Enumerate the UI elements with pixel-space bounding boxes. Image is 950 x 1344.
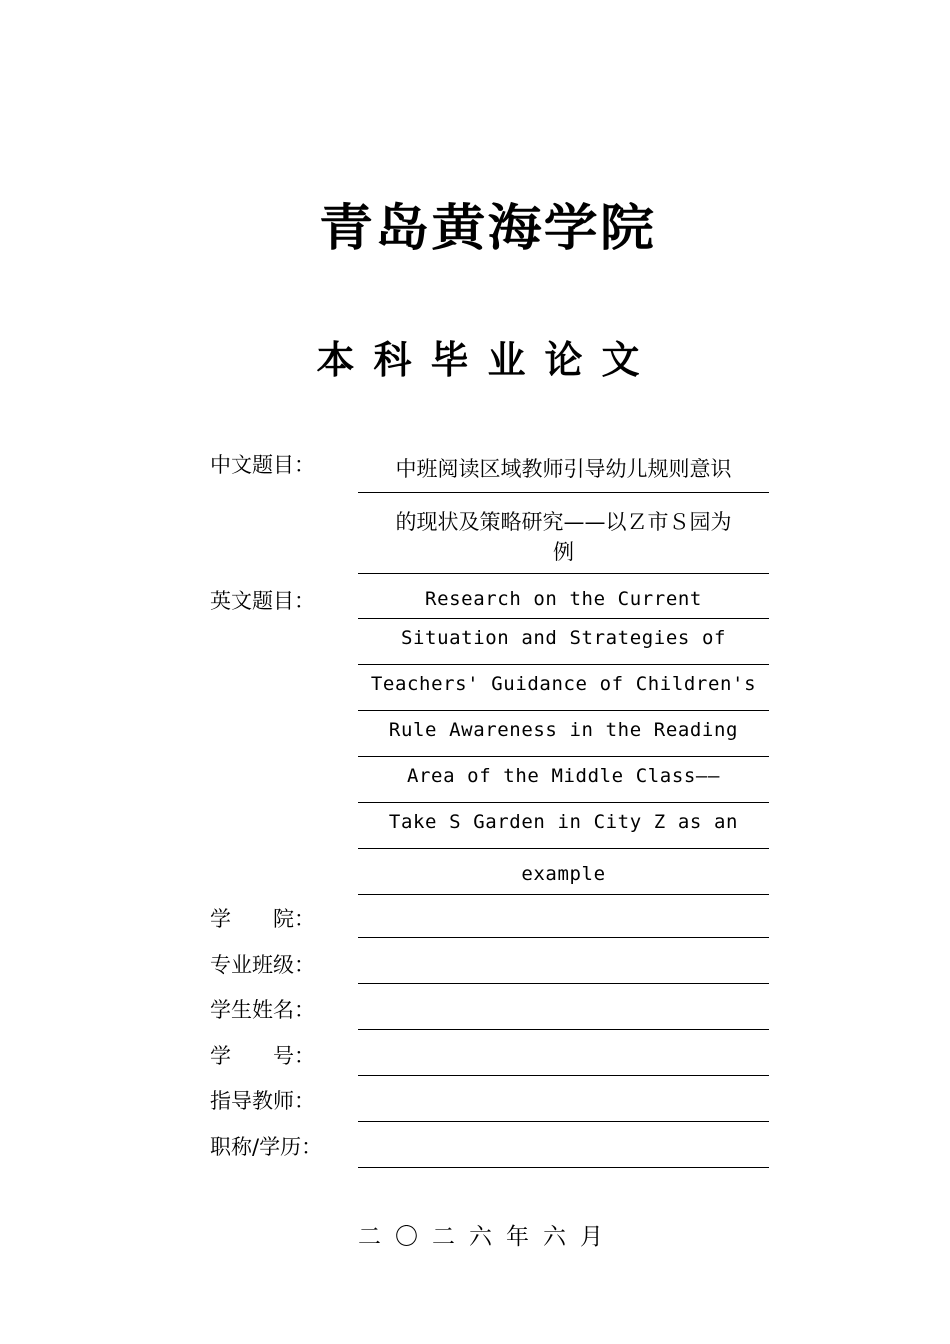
english-title-text: Situation and Strategies of bbox=[400, 627, 727, 649]
english-title-label: 英文题目： bbox=[210, 589, 315, 613]
chinese-title-text: 的现状及策略研究——以Ｚ市Ｓ园为 bbox=[395, 510, 732, 534]
chinese-title-text: 中班阅读区域教师引导幼儿规则意识 bbox=[395, 457, 732, 481]
major-class-blank[interactable] bbox=[358, 938, 769, 984]
school-name: 青岛黄海学院 bbox=[319, 198, 656, 257]
english-title-line bbox=[358, 665, 769, 711]
chinese-title-lines bbox=[358, 450, 769, 574]
college-label: 学 院： bbox=[210, 907, 315, 931]
english-title-text: Take S Garden in City Z as an bbox=[388, 811, 739, 833]
thesis-type-title: 本科毕业论文 bbox=[316, 338, 659, 382]
english-title-line bbox=[358, 582, 769, 619]
chinese-title-line bbox=[358, 450, 769, 493]
english-title-lines bbox=[358, 582, 769, 895]
student-name-blank[interactable] bbox=[358, 984, 769, 1030]
english-title-text: example bbox=[521, 863, 606, 885]
chinese-title-label: 中文题目： bbox=[210, 453, 315, 477]
advisor-blank[interactable] bbox=[358, 1076, 769, 1122]
info-blank-lines bbox=[358, 892, 769, 1168]
major-class-label: 专业班级： bbox=[210, 953, 315, 977]
english-title-line bbox=[358, 711, 769, 757]
college-blank[interactable] bbox=[358, 892, 769, 938]
title-degree-label: 职称/学历： bbox=[210, 1135, 323, 1159]
english-title-text: Research on the Current bbox=[425, 588, 702, 610]
chinese-title-text: 例 bbox=[553, 540, 574, 564]
english-title-line bbox=[358, 619, 769, 665]
english-title-line bbox=[358, 757, 769, 803]
english-title-text: Teachers' Guidance of Children's bbox=[370, 673, 757, 695]
title-degree-blank[interactable] bbox=[358, 1122, 769, 1168]
submission-date: 二〇二六年六月 bbox=[358, 1224, 617, 1250]
advisor-label: 指导教师： bbox=[210, 1089, 315, 1113]
student-id-label: 学 号： bbox=[210, 1044, 315, 1068]
english-title-text: Area of the Middle Class—— bbox=[406, 765, 720, 787]
english-title-line bbox=[358, 803, 769, 849]
english-title-text: Rule Awareness in the Reading bbox=[388, 719, 739, 741]
english-title-line bbox=[358, 849, 769, 895]
chinese-title-line bbox=[358, 493, 769, 574]
student-id-blank[interactable] bbox=[358, 1030, 769, 1076]
student-name-label: 学生姓名： bbox=[210, 998, 315, 1022]
